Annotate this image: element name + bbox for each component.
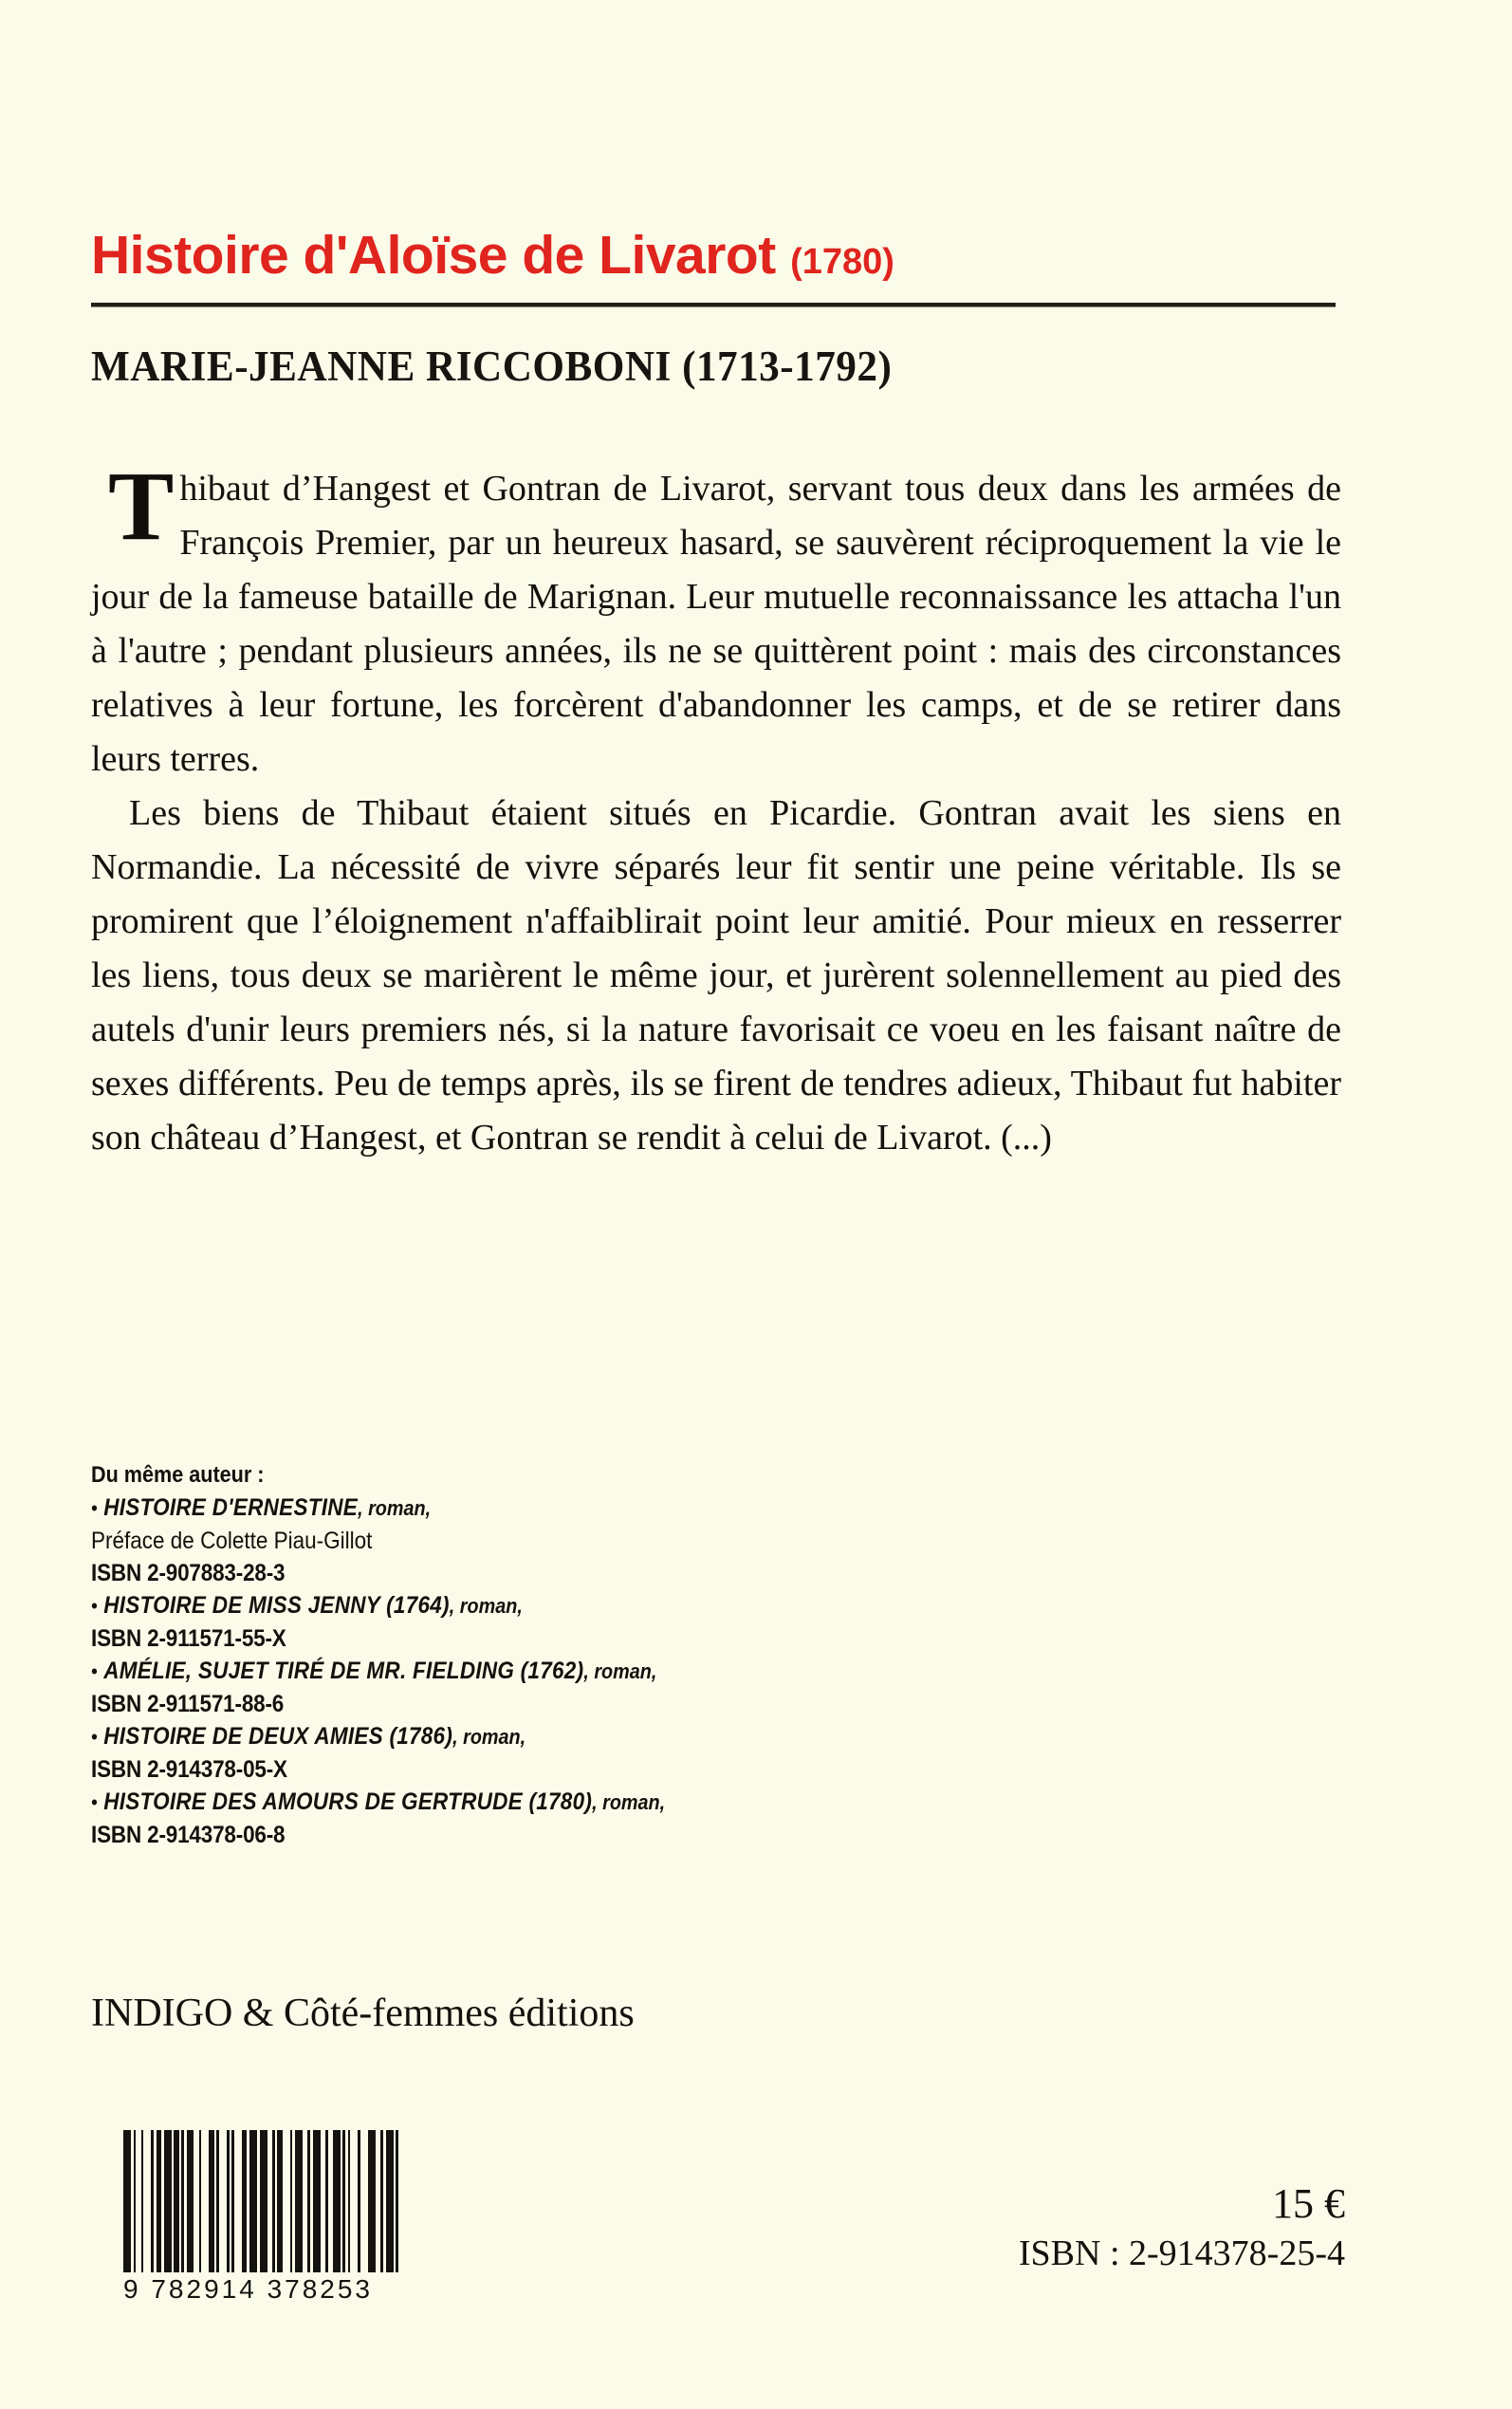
bibliography-entry-title: HISTOIRE DE MISS JENNY (1764) [103,1592,450,1619]
author-name: MARIE-JEANNE RICCOBONI (1713-1792) [91,343,893,390]
excerpt-paragraph-1: Thibaut d’Hangest et Gontran de Livarot, servant tous deux dans les armées de François Premier, par un heureux hasard, se sauvèrent réciproquement la vie le jour de la fameuse bataille de Marignan. Leur mutuelle reconnaissance les attacha l'un à l'autre ; pendant plusieurs années, ils ne se quittèrent point : mais des circonstances relatives à leur fortune, les forcèrent d'abandonner les camps, et de se retirer dans leurs terres. [91,452,1341,779]
bibliography-entry-isbn: ISBN 2-907883-28-3 [91,1560,286,1586]
bullet-icon: • [91,1725,98,1749]
bibliography-entry-kind: , roman, [592,1790,666,1814]
bibliography-list [91,1492,1040,1851]
bibliography-entry-kind: , roman, [449,1594,523,1618]
price-value: 15 € [1272,2180,1345,2227]
bibliography-entry [91,1786,945,1819]
book-title-text: Histoire d'Aloïse de Livarot [91,225,776,286]
bibliography-entry-title: HISTOIRE DES AMOURS DE GERTRUDE (1780) [103,1788,593,1815]
bibliography-entry-kind: , roman, [583,1659,657,1683]
publisher-name: INDIGO & Côté-femmes éditions [91,1992,635,2035]
bibliography-entry-title: HISTOIRE D'ERNESTINE [103,1494,359,1521]
bibliography-entry-note: Préface de Colette Piau-Gillot [91,1528,373,1554]
bibliography-entry-title: HISTOIRE DE DEUX AMIES (1786) [103,1723,453,1750]
barcode [123,2130,398,2305]
bibliography-heading: Du même auteur : [91,1462,265,1488]
price-and-isbn [1019,2178,1345,2277]
barcode-bars [123,2130,398,2272]
bullet-icon: • [91,1790,98,1814]
bullet-icon: • [91,1594,98,1618]
excerpt-text [91,452,1341,1165]
title-block [91,226,1341,307]
bibliography-entry-kind: , roman, [452,1725,526,1749]
isbn-value: ISBN : 2-914378-25-4 [1018,2233,1345,2273]
bibliography-entry-isbn: ISBN 2-911571-88-6 [91,1691,285,1717]
bibliography-entry-isbn: ISBN 2-911571-55-X [91,1625,286,1652]
bibliography-entry [91,1655,945,1688]
excerpt-paragraph-2: Les biens de Thibaut étaient situés en Picardie. Gontran avait les siens en Normandie. La nécessité de vivre séparés leur fit sentir une peine véritable. Ils se promirent que l’éloignement n'affaiblirait point leur amitié. Pour mieux en resserrer les liens, tous deux se marièrent le même jour, et jurèrent solennellement au pied des autels d'unir leurs premiers nés, si la nature favorisait ce voeu en les faisant naître de sexes différents. Peu de temps après, ils se firent de tendres adieux, Thibaut fut habiter son château d’Hangest, et Gontran se rendit à celui de Livarot. (...) [91,793,1341,1158]
bullet-icon: • [91,1496,98,1520]
barcode-digits: 9 782914 378253 [123,2274,373,2304]
bibliography-entry-kind: , roman, [358,1496,432,1520]
bullet-icon: • [91,1659,98,1683]
bibliography-entry-isbn: ISBN 2-914378-06-8 [91,1822,286,1848]
book-title-year: (1780) [790,242,894,282]
bibliography-entry [91,1720,945,1753]
bibliography-entry [91,1492,945,1525]
bibliography [91,1459,1040,1851]
bibliography-entry-title: AMÉLIE, SUJET TIRÉ DE MR. FIELDING (1762) [103,1658,584,1684]
bibliography-entry-isbn: ISBN 2-914378-05-X [91,1756,287,1783]
title-divider [91,303,1336,307]
bibliography-entry [91,1589,945,1622]
page-title [91,226,1341,291]
